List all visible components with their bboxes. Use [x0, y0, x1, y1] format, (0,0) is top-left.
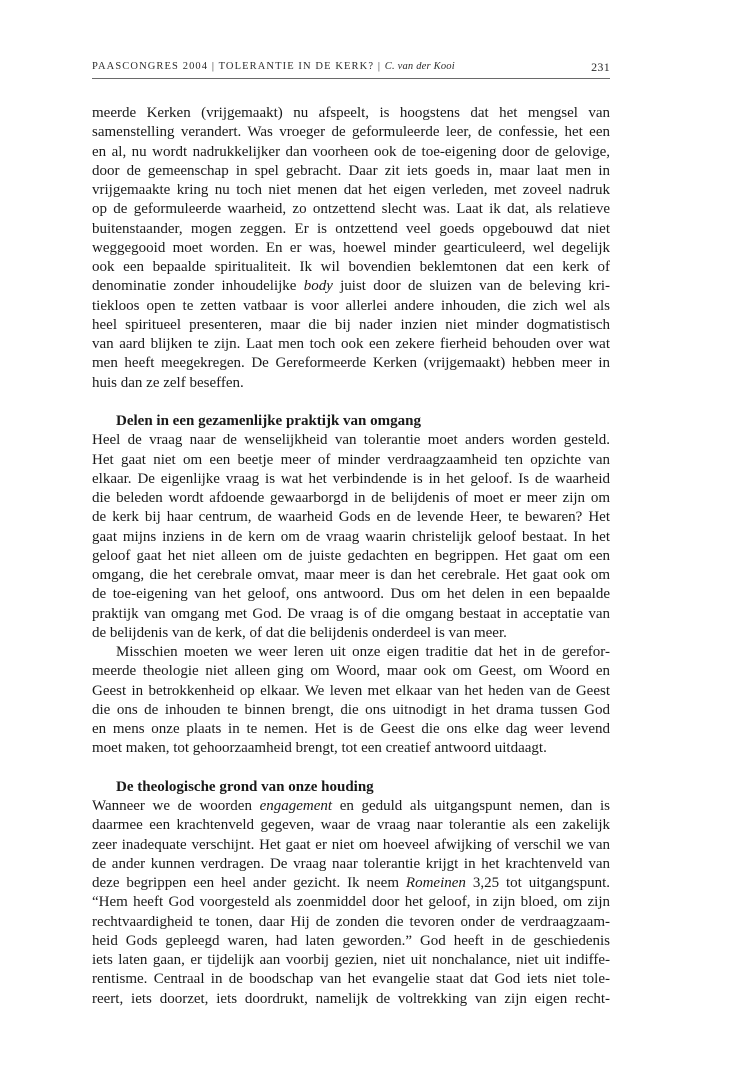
italic-term: engagement: [259, 798, 333, 814]
text-line: moet maken, tot gehoorzaamheid brengt, tot een creatief antwoord uitdaagt.: [92, 740, 547, 757]
text-line: en mens onze plaats in te nemen. Het is de Geest die ons elke dag weer levend: [92, 721, 610, 737]
text-line: meerde theologie niet alleen ging om Woord, maar ook om Geest, om Woord en: [92, 663, 610, 680]
text-run: 3,25 tot uitgangspunt.: [465, 875, 610, 891]
running-title-text: PAASCONGRES 2004 | TOLERANTIE IN DE KERK? |: [92, 61, 385, 72]
text-run: juist door de sluizen van de beleving kri-: [332, 278, 610, 295]
text-line: elkaar. De eigenlijke vraag is wat het verbindende is in het geloof. Is de waarheid: [92, 470, 610, 487]
text-line: [92, 797, 610, 816]
text-line: reert, iets doorzet, iets doordrukt, namelijk de voltrekking van zijn eigen recht-: [92, 990, 610, 1007]
running-header: [92, 58, 610, 79]
text-line: [92, 277, 610, 296]
text-line: Misschien moeten we weer leren uit onze eigen traditie dat het in de gerefor-: [116, 644, 610, 660]
text-line: Het gaat niet om een beetje meer of minder verdraagzaamheid ten opzichte van: [92, 451, 610, 468]
text-line: meerde Kerken (vrijgemaakt) nu afspeelt, is hoogstens dat het mengsel van: [92, 105, 610, 121]
text-line: huis dan ze zelf beseffen.: [92, 374, 244, 391]
text-run: Wanneer we de woorden: [92, 798, 260, 814]
text-line: die ons de inhouden te binnen brengt, die ons uitnodigt in het drama tussen God: [92, 701, 610, 718]
text-line: tiekloos open te zetten vatbaar is voor allerlei andere inhouden, die zich wel als: [92, 297, 610, 314]
text-line: praktijk van omgang met God. De vraag is of die omgang bestaat in acceptatie van: [92, 605, 610, 622]
running-author: C. van der Kooi: [384, 61, 455, 72]
page-number: 231: [591, 60, 610, 74]
body-text: [92, 104, 610, 1009]
text-line: ook een bepaalde spiritualiteit. Ik wil bovendien beklemtonen dat een kerk of: [92, 259, 610, 275]
paragraph-gap: [92, 393, 610, 412]
text-line: weggegooid moet worden. En er was, hoewel minder gearticuleerd, wel degelijk: [92, 239, 610, 256]
text-line: buitenstaander, mogen zeggen. Er is ontzettend veel goeds opgebouwd dat niet: [92, 220, 610, 237]
text-line: samenstelling verandert. Was vroeger de geformuleerde leer, de confessie, het een: [92, 124, 610, 141]
text-line: heel spiritueel presenteren, maar die bij nader inzien niet minder dogmatistisch: [92, 316, 610, 333]
text-run: denominatie zonder inhoudelijke: [92, 278, 304, 295]
text-line: [92, 874, 610, 893]
text-line: op de geformuleerde waarheid, zo ontzettend slecht was. Laat ik dat, als relatieve: [92, 201, 610, 218]
text-line: de belijdenis van de kerk, of dat die belijdenis onderdeel is van meer.: [92, 624, 507, 641]
text-line: gaat mijns inziens in de kern om de vraag waarin christelijk geloof bestaat. In het: [92, 528, 610, 545]
text-run: en geduld als uitgangspunt nemen, dan is: [332, 798, 610, 814]
running-title: [92, 61, 455, 72]
text-line: men heeft meegekregen. De Gereformeerde Kerken (vrijgemaakt) hebben meer in: [92, 355, 610, 372]
text-line: die beleden wordt afdoende gewaarborgd in de belijdenis of moet er meer zijn om: [92, 490, 610, 506]
text-line: Heel de vraag naar de wenselijkheid van tolerantie moet anders worden gesteld.: [92, 432, 610, 449]
section-heading: De theologische grond van onze houding: [116, 778, 374, 795]
text-run: deze begrippen een heel ander gezicht. Ik neem: [92, 875, 406, 891]
text-line: rentisme. Centraal in de boodschap van het evangelie staat dat God iets niet tole-: [92, 971, 610, 988]
text-line: de ander kunnen verdragen. De vraag naar tolerantie krijgt in het krachtenveld van: [92, 855, 610, 872]
text-line: de kerk bij haar centrum, de waarheid Gods en de levende Heer, te bewaren? Het: [92, 509, 610, 526]
text-line: en al, nu wordt nadrukkelijker dan voorheen ook de toe-eigening door de gelovige,: [92, 143, 610, 160]
text-line: heid Gods gepleegd waren, had laten geworden.” God heeft in de geschiedenis: [92, 932, 610, 949]
italic-term: Romeinen: [405, 875, 466, 891]
italic-term: body: [303, 278, 333, 295]
text-line: daarmee een krachtenveld gegeven, waar de vraag naar tolerantie als een zakelijk: [92, 817, 610, 834]
text-line: de toe-eigening van het geloof, ons antwoord. Dus om het delen in een bepaalde: [92, 586, 610, 603]
text-line: omgang, die het cerebrale omvat, maar meer is dan het cerebrale. Het gaat ook om: [92, 567, 610, 583]
text-line: geloof gaat het niet alleen om de juiste gedachten en begrippen. Het gaat om een: [92, 547, 610, 564]
text-line: door de gemeenschap in spel gebracht. Daar zit iets goeds in, maar laat men in: [92, 162, 610, 179]
text-line: rechtvaardigheid te tonen, daar Hij de zonden die tevoren onder de verdraagzaam-: [92, 913, 610, 930]
text-line: Geest in betrokkenheid op elkaar. We leven met elkaar van het heden van de Geest: [92, 682, 610, 699]
section-heading: Delen in een gezamenlijke praktijk van omgang: [116, 413, 421, 429]
text-line: vrijgemaakte kring nu toch niet menen dat het eigen verleden, met zoveel nadruk: [92, 182, 610, 198]
text-line: iets laten gaan, er tijdelijk aan voorbij gezien, niet uit nonchalance, niet uit indiffe-: [92, 952, 610, 968]
text-line: “Hem heeft God voorgesteld als zoenmiddel door het geloof, in zijn bloed, om zijn: [92, 894, 610, 911]
text-line: van aard blijken te zijn. Laat men toch ook een zekere fierheid behouden over wat: [92, 336, 610, 352]
paragraph-gap: [92, 759, 610, 778]
text-line: zeer inadequate verschijnt. Het gaat er niet om hoeveel afwijking of verschil we van: [92, 836, 610, 853]
